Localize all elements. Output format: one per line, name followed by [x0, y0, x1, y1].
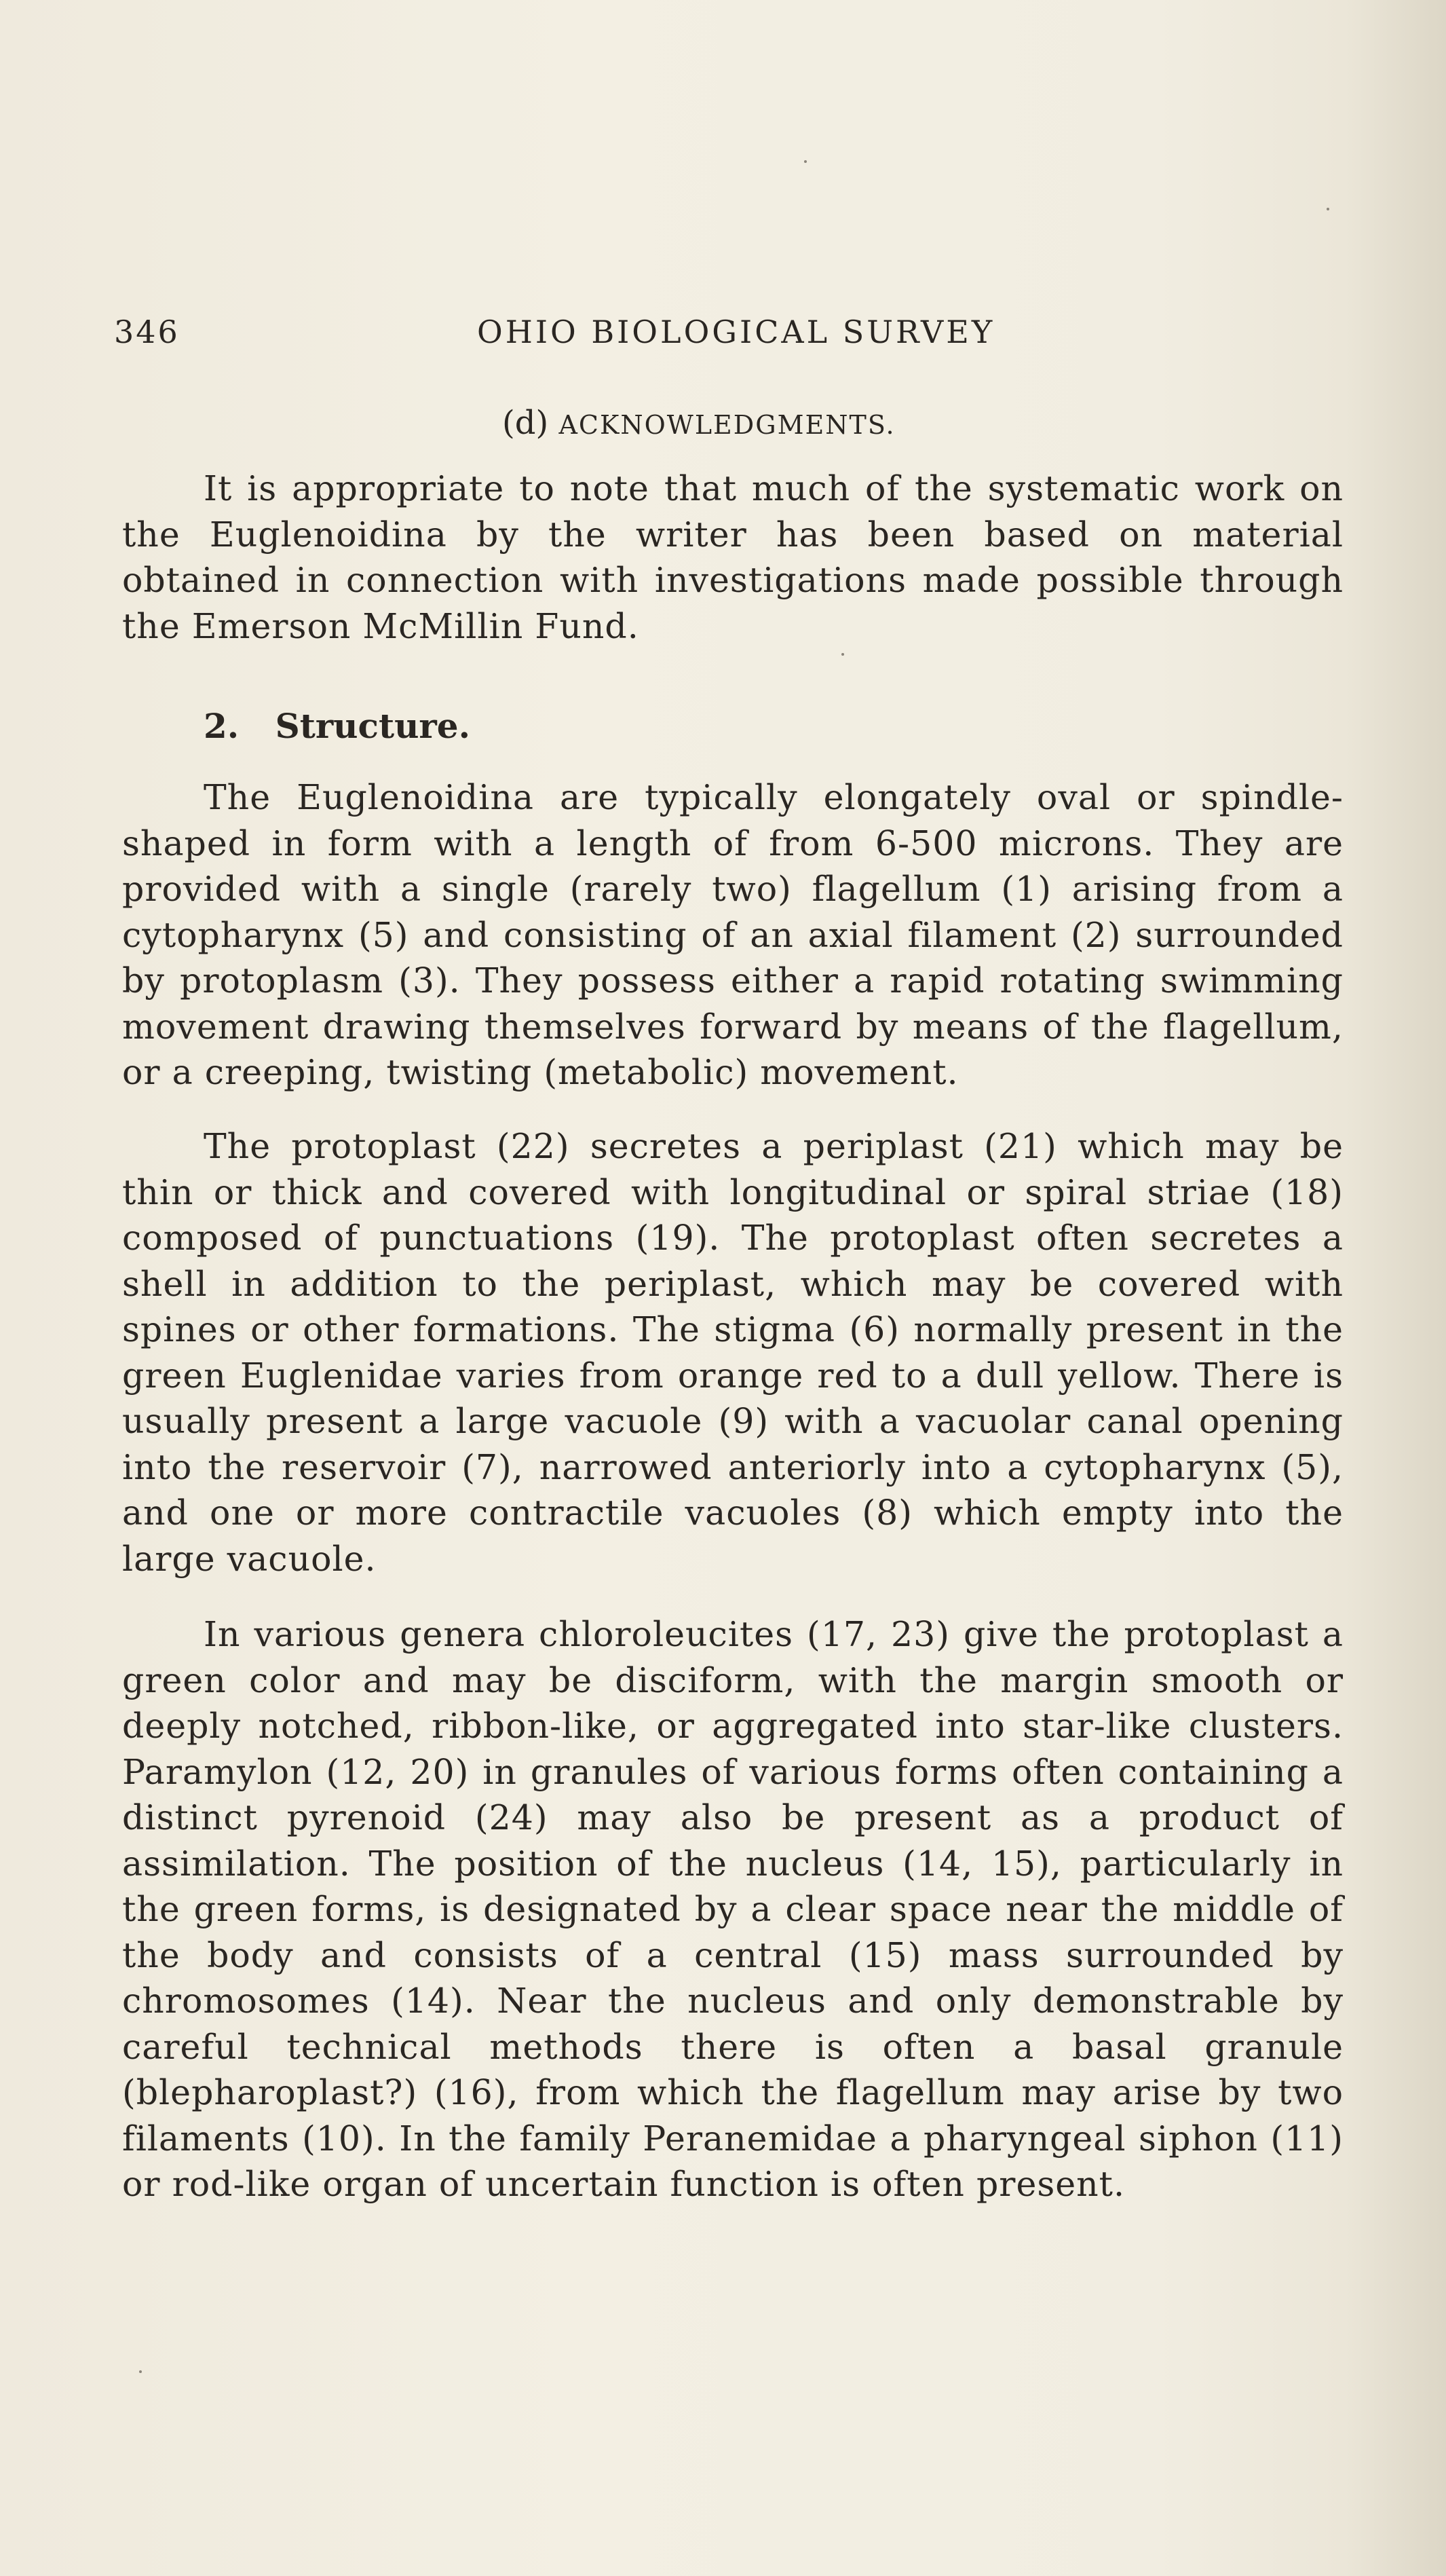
paper-speck [804, 160, 807, 163]
paper-speck [1327, 208, 1329, 210]
structure-paragraph: The protoplast (22) secretes a periplast (21) which may be thin or thick and covered with longitudinal or spiral striae (18) composed of punctuations (19). The protoplast often secretes a shell in addition to the periplast, which may be covered with spines or other formations. The stigma (6) normally present in the green Euglenidae varies from orange red to a dull yellow. There is usually present a large vacuole (9) with a vacuolar canal opening into the reservoir (7), narrowed anteriorly into a cytopharynx (5), and one or more contractile vacuoles (8) which empty into the large vacuole. [122, 1126, 1344, 1579]
structure-heading [204, 706, 470, 746]
acknowledgments-heading [502, 404, 896, 442]
structure-paragraph: The Euglenoidina are typically elongately oval or spindle-shaped in form with a length of from 6-500 microns. They are provided with a single (rarely two) flagellum (1) arising from a cytopharynx (5) and consisting of an axial filament (2) surrounded by protoplasm (3). They possess either a rapid rotating swimming movement drawing themselves forward by means of the flagellum, or a creeping, twisting (metabolic) movement. [122, 777, 1344, 1092]
acknowledgments-paragraph: It is appropriate to note that much of the systematic work on the Euglenoidina by the writer has been based on material obtained in connection with investigations made possible through the Emerson McMillin Fund. [122, 468, 1344, 646]
structure-number: 2. [204, 706, 240, 746]
section-title: ACKNOWLEDGMENTS. [558, 410, 896, 440]
paper-speck [841, 653, 844, 656]
structure-paragraph: In various genera chloroleucites (17, 23) give the protoplast a green color and may be disciform, with the margin smooth or deeply notched, ribbon-like, or aggregated into star-like clusters. Paramylon (12, 20) in granules of various forms often containing a distinct pyrenoid (24) may also be present as a product of assimilation. The position of the nucleus (14, 15), particularly in the green forms, is designated by a clear space near the middle of the body and consists of a central (15) mass surrounded by chromosomes (14). Near the nucleus and only demonstrable by careful technical methods there is often a basal granule (blepharoplast?) (16), from which the flagellum may arise by two filaments (10). In the family Peranemidae a pharyngeal siphon (11) or rod-like organ of uncertain function is often present. [122, 1614, 1344, 2204]
running-title: OHIO BIOLOGICAL SURVEY [477, 314, 995, 350]
page-number: 346 [114, 314, 180, 350]
paper-speck [139, 2370, 142, 2373]
section-marker: (d) [502, 404, 549, 442]
page-header [114, 314, 1349, 361]
structure-title: Structure. [275, 706, 470, 746]
